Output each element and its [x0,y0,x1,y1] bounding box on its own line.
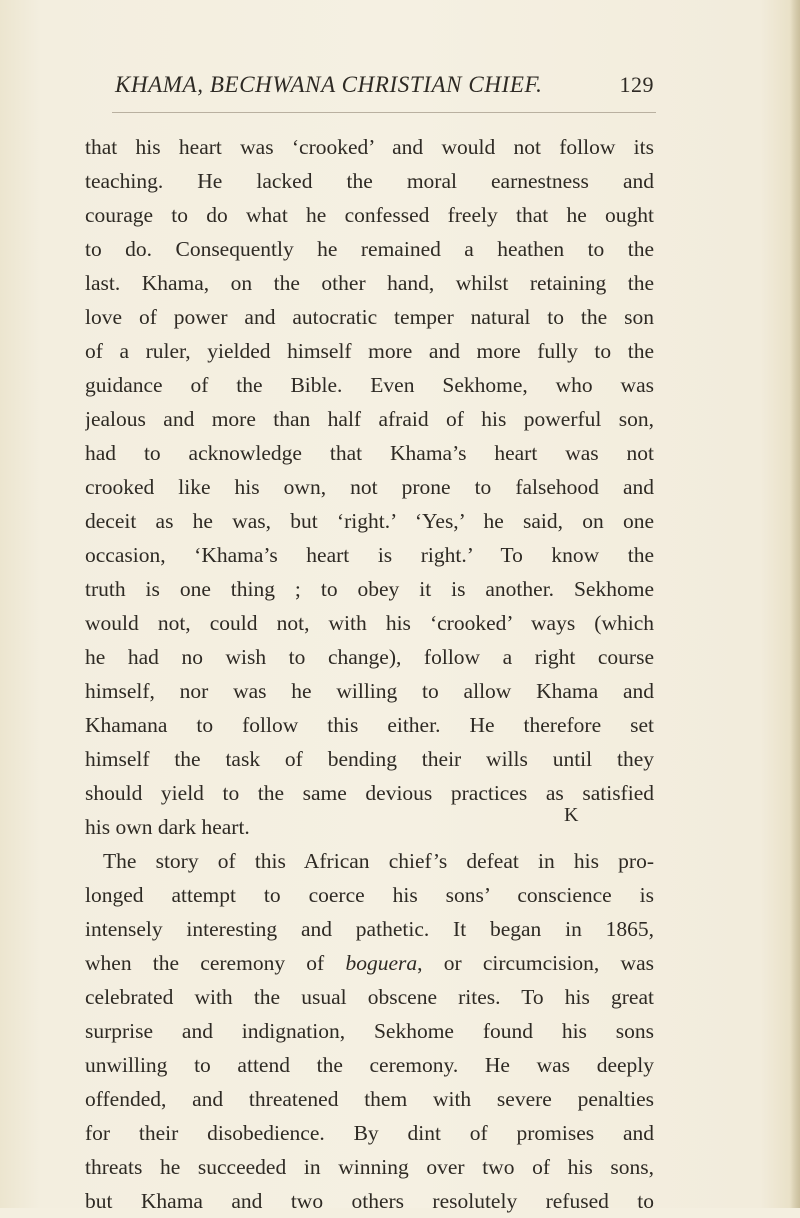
text-line: occasion, ‘Khama’s heart is right.’ To know the [85,543,654,567]
text-line: threats he succeeded in winning over two of his sons, [85,1155,654,1179]
text-line: courage to do what he confessed freely that he ought [85,203,654,227]
text-line: intensely interesting and pathetic. It began in 1865, [85,917,654,941]
text-line: but Khama and two others resolutely refused to [85,1189,654,1213]
text-line: himself, nor was he willing to allow Khama and [85,679,654,703]
text-line: would not, could not, with his ‘crooked’ ways (which [85,611,654,635]
text-line: offended, and threatened them with severe penalties [85,1087,654,1111]
text-line-with-italic [85,946,654,980]
text-line: teaching. He lacked the moral earnestness and [85,169,654,193]
page-number: 129 [619,72,654,97]
text-line: last. Khama, on the other hand, whilst retaining the [85,271,654,295]
running-head: KHAMA, BECHWANA CHRISTIAN CHIEF. [115,72,543,97]
text-line: himself the task of bending their wills until they [85,747,654,771]
text-line: surprise and indignation, Sekhome found his sons [85,1019,654,1043]
text-line: should yield to the same devious practices as satisfied [85,781,654,805]
text-line: unwilling to attend the ceremony. He was deeply [85,1053,654,1077]
text-line: truth is one thing ; to obey it is another. Sekhome [85,577,654,601]
page-edge [790,0,800,1208]
header-rule [112,112,656,113]
paragraph-start-line: The story of this African chief’s defeat in his pro- [103,849,654,873]
text-line: Khamana to follow this either. He therefore set [85,713,654,737]
text-line: love of power and autocratic temper natural to the son [85,305,654,329]
text-line: guidance of the Bible. Even Sekhome, who was [85,373,654,397]
text-line: of a ruler, yielded himself more and more fully to the [85,339,654,363]
text-line: celebrated with the usual obscene rites. To his great [85,985,654,1009]
text-line: longed attempt to coerce his sons’ conscience is [85,883,654,907]
paragraph-end-line: his own dark heart. [85,815,250,839]
text-line: had to acknowledge that Khama’s heart was not [85,441,654,465]
text-line: he had no wish to change), follow a right course [85,645,654,669]
text-line: crooked like his own, not prone to falsehood and [85,475,654,499]
text-line: that his heart was ‘crooked’ and would not follow its [85,135,654,159]
text-line: deceit as he was, but ‘right.’ ‘Yes,’ he said, on one [85,509,654,533]
text-line: for their disobedience. By dint of promises and [85,1121,654,1145]
signature-mark: K [564,804,580,826]
text-line: jealous and more than half afraid of his powerful son, [85,407,654,431]
body-text [85,130,654,1218]
text-fragment: , or circumcision, was [417,951,654,975]
text-fragment: when the ceremony of [85,951,346,975]
italic-term: boguera [345,951,418,975]
text-line: to do. Consequently he remained a heathen to the [85,237,654,261]
